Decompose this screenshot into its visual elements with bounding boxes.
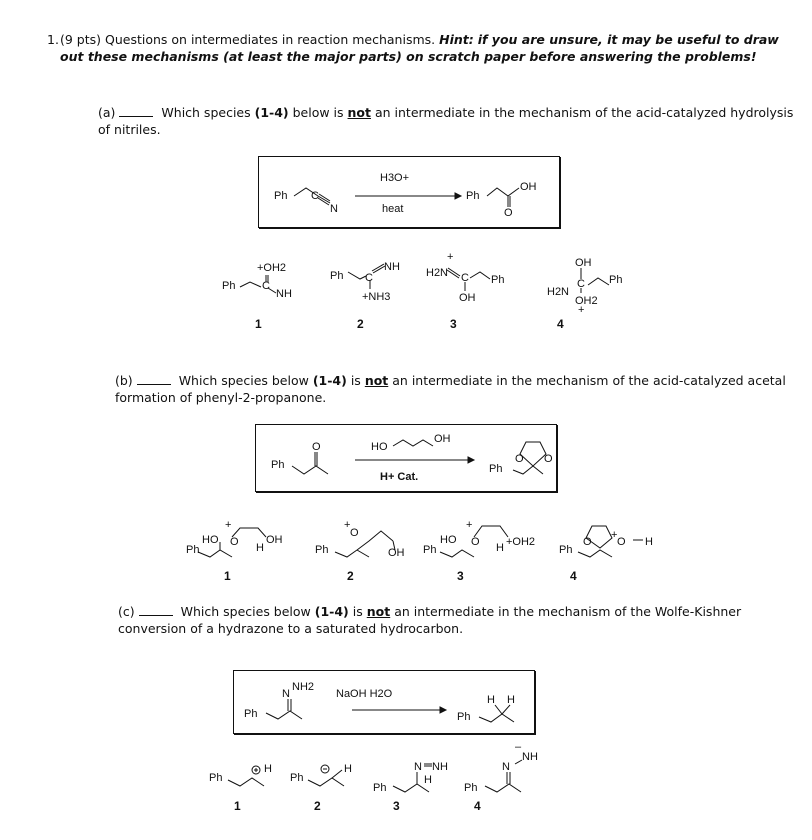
svg-text:HO: HO — [202, 534, 219, 546]
svg-text:H: H — [344, 763, 352, 775]
svg-text:NH: NH — [432, 761, 448, 773]
svg-text:–: – — [515, 741, 522, 753]
svg-text:H: H — [507, 694, 515, 706]
part-b-num-1: 1 — [224, 569, 231, 583]
svg-text:Ph: Ph — [457, 711, 471, 723]
svg-text:+: + — [447, 251, 454, 263]
svg-text:H2N: H2N — [547, 286, 570, 298]
part-b-label: (b) — [115, 373, 133, 388]
question-number: 1. — [47, 32, 59, 47]
svg-text:H2N: H2N — [426, 267, 449, 279]
part-c-num-3: 3 — [393, 799, 400, 813]
svg-text:O: O — [544, 453, 553, 465]
svg-text:O: O — [583, 536, 592, 548]
svg-text:Ph: Ph — [209, 772, 223, 784]
hint-text: if you are unsure, it may be useful to draw out these mechanisms (at least the major parts) on scratch paper before answering the problems! — [60, 32, 779, 64]
svg-text:NH2: NH2 — [292, 681, 315, 693]
svg-text:+OH2: +OH2 — [257, 262, 287, 274]
part-b-num-4: 4 — [570, 569, 577, 583]
svg-text:H: H — [424, 774, 432, 786]
svg-text:Ph: Ph — [186, 544, 200, 556]
part-c-label: (c) — [118, 604, 135, 619]
svg-text:+: + — [578, 304, 585, 316]
svg-text:H: H — [264, 763, 272, 775]
svg-text:+NH3: +NH3 — [362, 291, 391, 303]
svg-text:O: O — [230, 536, 239, 548]
part-a-num-4: 4 — [557, 317, 564, 331]
svg-text:Ph: Ph — [315, 544, 329, 556]
part-a-label: (a) — [98, 105, 116, 120]
svg-text:C: C — [365, 272, 373, 284]
svg-text:O: O — [504, 207, 513, 219]
svg-text:C: C — [461, 272, 469, 284]
svg-text:+: + — [225, 519, 232, 531]
svg-text:N: N — [502, 761, 510, 773]
svg-text:+OH2: +OH2 — [506, 536, 536, 548]
svg-text:OH: OH — [575, 257, 592, 269]
svg-text:OH: OH — [434, 433, 451, 445]
svg-text:NH: NH — [384, 261, 400, 273]
svg-text:Ph: Ph — [271, 459, 285, 471]
svg-text:+: + — [611, 529, 618, 541]
svg-text:NH: NH — [522, 751, 538, 763]
svg-text:H: H — [487, 694, 495, 706]
hint-label: Hint: — [439, 32, 474, 47]
part-a-num-1: 1 — [255, 317, 262, 331]
svg-text:Ph: Ph — [466, 190, 480, 202]
reagent-h-cat: H+ Cat. — [380, 471, 419, 483]
svg-text:N: N — [330, 203, 338, 215]
reagent-h3o: H3O+ — [380, 172, 410, 184]
svg-text:+: + — [466, 519, 473, 531]
svg-text:Ph: Ph — [222, 280, 236, 292]
svg-text:Ph: Ph — [464, 782, 478, 794]
svg-text:Ph: Ph — [559, 544, 573, 556]
svg-text:Ph: Ph — [330, 270, 344, 282]
svg-text:OH: OH — [266, 534, 283, 546]
svg-text:+: + — [344, 519, 351, 531]
svg-text:N: N — [414, 761, 422, 773]
part-b-question: (b) Which species below (1-4) is not an intermediate in the mechanism of the acid-catalyzed acetal formation of phenyl-2-propanone. — [115, 373, 786, 405]
svg-text:Ph: Ph — [244, 708, 258, 720]
svg-text:Ph: Ph — [423, 544, 437, 556]
part-c-num-4: 4 — [474, 799, 481, 813]
svg-text:Ph: Ph — [373, 782, 387, 794]
svg-text:H: H — [645, 536, 653, 548]
svg-text:O: O — [617, 536, 626, 548]
svg-text:C: C — [311, 190, 319, 202]
svg-text:C: C — [262, 280, 270, 292]
svg-text:Ph: Ph — [489, 463, 503, 475]
svg-text:O: O — [312, 441, 321, 453]
part-c-num-1: 1 — [234, 799, 241, 813]
svg-text:O: O — [350, 527, 359, 539]
part-c-question: (c) Which species below (1-4) is not an intermediate in the mechanism of the Wolfe-Kishner conversion of a hydrazone to a saturated hydrocarbon. — [118, 604, 742, 636]
part-a-question: (a) Which species (1-4) below is not an intermediate in the mechanism of the acid-catalyzed hydrolysis of nitriles. — [98, 105, 794, 137]
svg-text:NH: NH — [276, 288, 292, 300]
svg-text:H: H — [496, 542, 504, 554]
ph-label: Ph — [274, 190, 288, 202]
part-a-num-3: 3 — [450, 317, 457, 331]
svg-text:OH2: OH2 — [575, 295, 598, 307]
reagent-naoh: NaOH H2O — [336, 688, 393, 700]
part-b-num-2: 2 — [347, 569, 354, 583]
question-points: (9 pts) Questions on intermediates in reaction mechanisms. — [60, 32, 436, 47]
svg-text:HO: HO — [371, 441, 388, 453]
svg-text:O: O — [515, 453, 524, 465]
svg-text:OH: OH — [388, 547, 405, 559]
svg-text:Ph: Ph — [290, 772, 304, 784]
svg-text:O: O — [471, 536, 480, 548]
svg-text:C: C — [577, 278, 585, 290]
svg-text:HO: HO — [440, 534, 457, 546]
svg-text:Ph: Ph — [609, 274, 623, 286]
svg-text:H: H — [256, 542, 264, 554]
reagent-heat: heat — [382, 203, 404, 215]
svg-text:OH: OH — [520, 181, 537, 193]
part-b-num-3: 3 — [457, 569, 464, 583]
svg-text:N: N — [282, 688, 290, 700]
part-c-num-2: 2 — [314, 799, 321, 813]
svg-text:OH: OH — [459, 292, 476, 304]
part-a-num-2: 2 — [357, 317, 364, 331]
svg-text:Ph: Ph — [491, 274, 505, 286]
